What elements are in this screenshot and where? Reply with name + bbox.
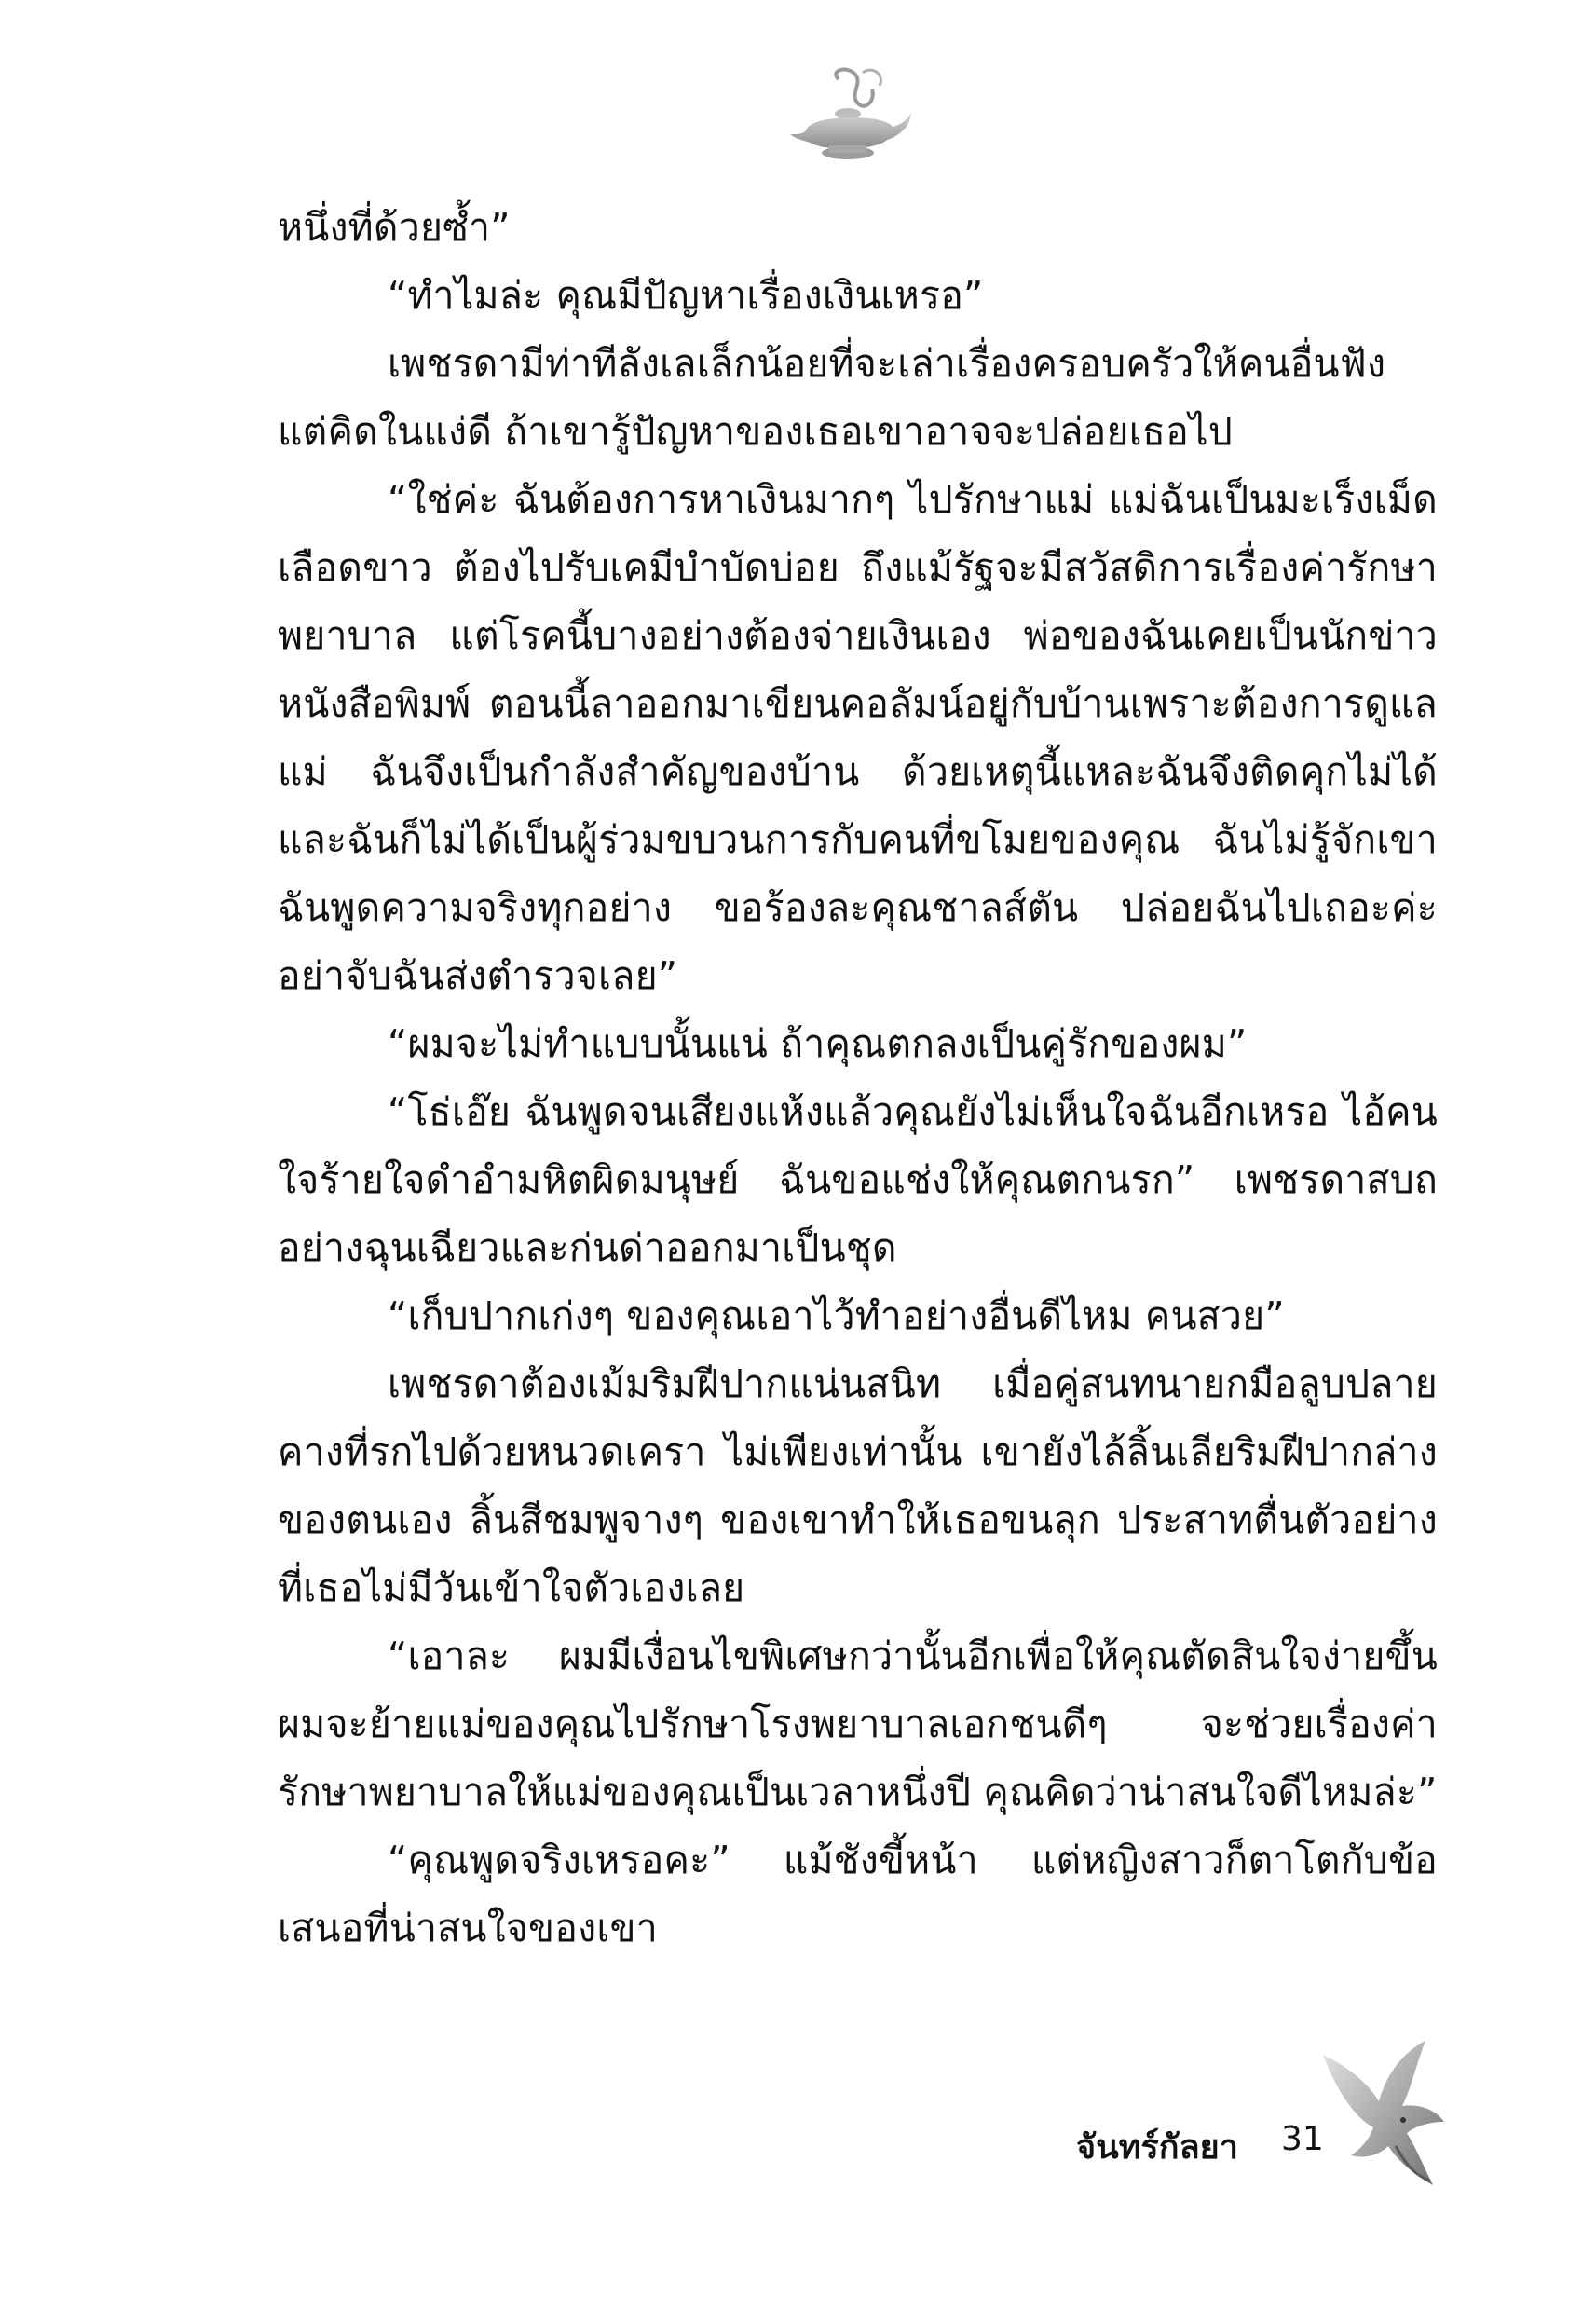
story-text xyxy=(278,194,1438,1962)
paragraph: “เอาละ ผมมีเงื่อนไขพิเศษกว่านั้นอีกเพื่อให้คุณตัดสินใจง่ายขึ้น ผมจะย้ายแม่ของคุณไปรักษาโรงพยาบาลเอกชนดีๆ จะช่วยเรื่องค่ารักษาพยาบาลให้แม่ของคุณเป็นเวลาหนึ่งปี คุณคิดว่าน่าสนใจดีไหมล่ะ” xyxy=(278,1634,1438,1814)
paragraph: “เก็บปากเก่งๆ ของคุณเอาไว้ทำอย่างอื่นดีไหม คนสวย” xyxy=(388,1293,1285,1338)
paragraph: เพชรดาต้องเม้มริมฝีปากแน่นสนิท เมื่อคู่สนทนายกมือลูบปลายคางที่รกไปด้วยหนวดเครา ไม่เพียงเท่านั้น เขายังไล้ลิ้นเลียริมฝีปากล่างของตนเอง ลิ้นสีชมพูจางๆ ของเขาทำให้เธอขนลุก ประสาทตื่นตัวอย่างที่เธอไม่มีวันเข้าใจตัวเองเลย xyxy=(278,1361,1438,1610)
genie-lamp-icon xyxy=(783,65,913,168)
paragraph: “ใช่ค่ะ ฉันต้องการหาเงินมากๆ ไปรักษาแม่ แม่ฉันเป็นมะเร็งเม็ดเลือดขาว ต้องไปรับเคมีบำบัดบ่อย ถึงแม้รัฐจะมีสวัสดิการเรื่องค่ารักษาพยาบาล แต่โรคนี้บางอย่างต้องจ่ายเงินเอง พ่อของฉันเคยเป็นนักข่าวหนังสือพิมพ์ ตอนนี้ลาออกมาเขียนคอลัมน์อยู่กับบ้านเพราะต้องการดูแลแม่ ฉันจึงเป็นกำลังสำคัญของบ้าน ด้วยเหตุนี้แหละฉันจึงติดคุกไม่ได้ และฉันก็ไม่ได้เป็นผู้ร่วมขบวนการกับคนที่ขโมยของคุณ ฉันไม่รู้จักเขา ฉันพูดความจริงทุกอย่าง ขอร้องละคุณชาลส์ตัน ปล่อยฉันไปเถอะค่ะ อย่าจับฉันส่งตำรวจเลย” xyxy=(278,477,1438,998)
paragraph: เพชรดามีท่าทีลังเลเล็กน้อยที่จะเล่าเรื่องครอบครัวให้คนอื่นฟัง แต่คิดในแง่ดี ถ้าเขารู้ปัญหาของเธอเขาอาจจะปล่อยเธอไป xyxy=(278,341,1386,454)
paragraph: “โธ่เอ๊ย ฉันพูดจนเสียงแห้งแล้วคุณยังไม่เห็นใจฉันอีกเหรอ ไอ้คนใจร้ายใจดำอำมหิตผิดมนุษย์ ฉันขอแช่งให้คุณตกนรก” เพชรดาสบถอย่างฉุนเฉียวและก่นด่าออกมาเป็นชุด xyxy=(278,1089,1438,1270)
paragraph: “ทำไมล่ะ คุณมีปัญหาเรื่องเงินเหรอ” xyxy=(388,273,984,318)
paragraph: “คุณพูดจริงเหรอคะ” แม้ชังขี้หน้า แต่หญิงสาวก็ตาโตกับข้อเสนอที่น่าสนใจของเขา xyxy=(278,1838,1438,1950)
paragraph: หนึ่งที่ด้วยซ้ำ” xyxy=(278,205,511,250)
author-name: จันทร์กัลยา xyxy=(1076,2128,1238,2167)
page-number: 31 xyxy=(1281,2120,1324,2158)
paragraph: “ผมจะไม่ทำแบบนั้นแน่ ถ้าคุณตกลงเป็นคู่รักของผม” xyxy=(388,1021,1248,1066)
bird-icon xyxy=(1314,2036,1463,2195)
